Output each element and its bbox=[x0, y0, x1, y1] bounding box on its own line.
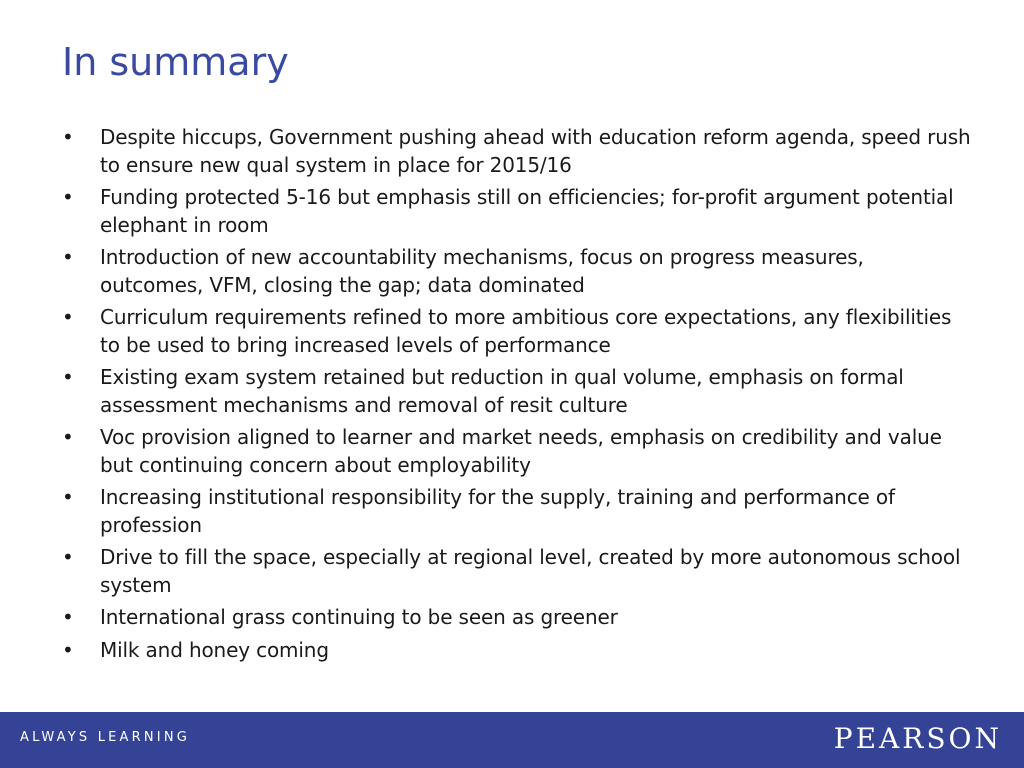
bullet-marker: • bbox=[62, 637, 74, 662]
bullet-item bbox=[62, 484, 972, 539]
bullet-text: Increasing institutional responsibility for the supply, training and performance of profession bbox=[100, 485, 895, 537]
bullet-marker: • bbox=[62, 185, 74, 209]
bullet-item bbox=[62, 124, 972, 179]
bullet-item bbox=[62, 304, 972, 359]
bullet-marker: • bbox=[62, 545, 74, 569]
footer-tagline: ALWAYS LEARNING bbox=[20, 730, 191, 745]
bullet-item bbox=[62, 244, 972, 299]
bullet-item bbox=[62, 637, 972, 665]
bullet-item bbox=[62, 544, 972, 599]
slide-title: In summary bbox=[62, 40, 289, 84]
bullet-text: Existing exam system retained but reduction in qual volume, emphasis on formal assessment mechanisms and removal of resit culture bbox=[100, 365, 904, 417]
bullet-marker: • bbox=[62, 365, 74, 389]
bullet-text: Curriculum requirements refined to more ambitious core expectations, any flexibilities to be used to bring increased levels of performance bbox=[100, 305, 952, 357]
bullet-item bbox=[62, 424, 972, 479]
bullet-marker: • bbox=[62, 245, 74, 269]
footer-bar bbox=[0, 712, 1024, 768]
bullet-text: Funding protected 5-16 but emphasis still on efficiencies; for-profit argument potential elephant in room bbox=[100, 185, 954, 237]
bullet-list bbox=[62, 124, 972, 669]
bullet-marker: • bbox=[62, 305, 74, 329]
bullet-item bbox=[62, 184, 972, 239]
bullet-text: Voc provision aligned to learner and market needs, emphasis on credibility and value but continuing concern about employability bbox=[100, 425, 942, 477]
bullet-text: Introduction of new accountability mechanisms, focus on progress measures, outcomes, VFM, closing the gap; data dominated bbox=[100, 245, 864, 297]
bullet-marker: • bbox=[62, 605, 74, 629]
bullet-text: Milk and honey coming bbox=[100, 637, 329, 662]
brand-logo: PEARSON bbox=[833, 722, 1002, 755]
bullet-text: International grass continuing to be seen as greener bbox=[100, 605, 618, 629]
bullet-marker: • bbox=[62, 425, 74, 449]
bullet-marker: • bbox=[62, 125, 74, 149]
bullet-marker: • bbox=[62, 485, 74, 509]
bullet-item bbox=[62, 604, 972, 632]
bullet-text: Despite hiccups, Government pushing ahead with education reform agenda, speed rush to ensure new qual system in place for 2015/16 bbox=[100, 125, 971, 177]
bullet-item bbox=[62, 364, 972, 419]
bullet-text: Drive to fill the space, especially at regional level, created by more autonomous school system bbox=[100, 545, 961, 597]
